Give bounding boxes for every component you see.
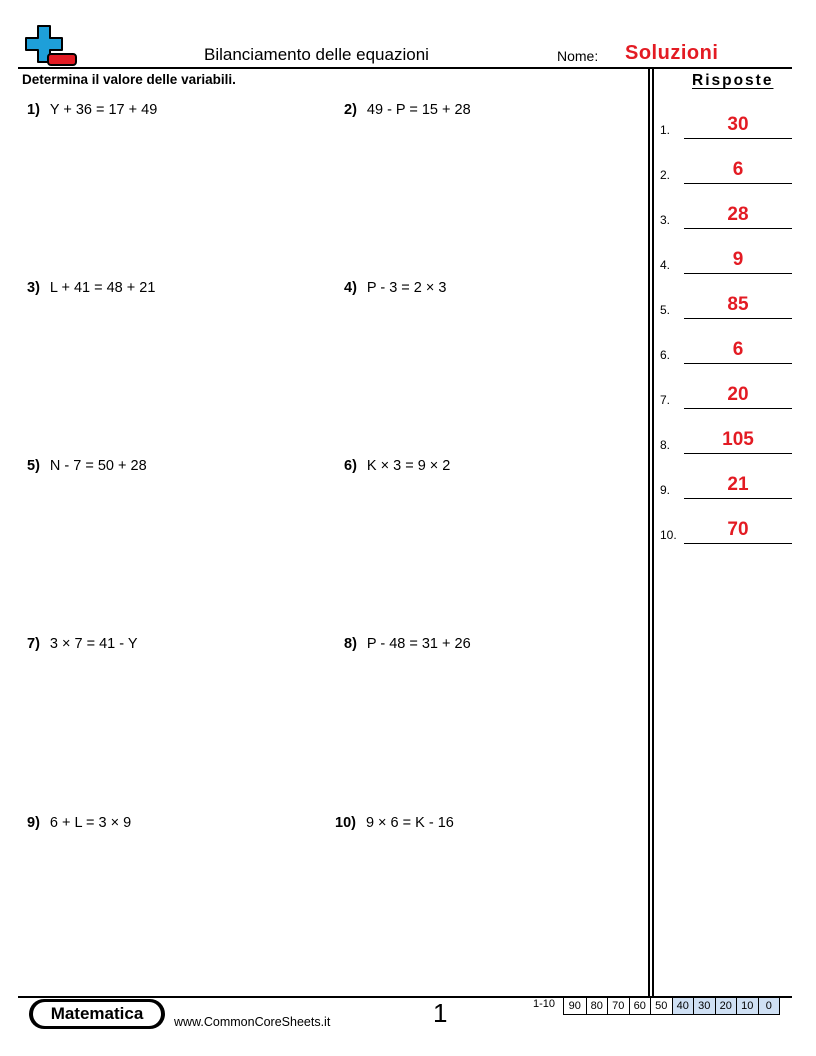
answer-column-divider [648,69,650,996]
problem-number: 3) [27,280,40,296]
answer-row-5 [660,289,792,319]
problem-equation: 3 × 7 = 41 - Y [49,636,138,652]
answer-row-4 [660,244,792,274]
score-cell: 60 [629,998,651,1014]
problem-number: 5) [27,458,40,474]
answer-row-10 [660,514,792,544]
answer-line [684,408,792,409]
answer-column-divider [652,69,654,996]
score-range-label: 1-10 [533,998,556,1010]
score-cell: 10 [736,998,758,1014]
problem-7 [27,636,138,652]
answer-row-6 [660,334,792,364]
problem-number: 8) [344,636,357,652]
name-value: Soluzioni [625,42,719,64]
answer-number: 10. [660,528,677,542]
brand-text: Matematica [50,1004,144,1023]
instructions: Determina il valore delle variabili. [22,72,236,87]
problem-3 [27,280,155,296]
answer-line [684,363,792,364]
problem-equation: Y + 36 = 17 + 49 [49,102,158,118]
answer-row-8 [660,424,792,454]
problem-equation: P - 48 = 31 + 26 [366,636,471,652]
score-cell: 30 [693,998,715,1014]
problem-number: 2) [344,102,357,118]
problem-equation: K × 3 = 9 × 2 [366,458,451,474]
score-cell: 20 [715,998,737,1014]
problem-8 [344,636,471,652]
problem-number: 6) [344,458,357,474]
problem-number: 10) [335,815,356,831]
answer-number: 2. [660,168,671,182]
header-divider [18,67,792,69]
site-url: www.CommonCoreSheets.it [174,1015,331,1029]
answer-value: 28 [727,204,749,225]
problem-10 [335,815,454,831]
answer-row-2 [660,154,792,184]
answers-title: Risposte [692,72,774,89]
answer-line [684,228,792,229]
answer-number: 3. [660,213,671,227]
score-table [563,997,780,1015]
answer-line [684,453,792,454]
problem-6 [344,458,450,474]
answer-value: 6 [732,339,744,360]
answer-line [684,498,792,499]
answer-row-1 [660,109,792,139]
answer-value: 21 [727,474,749,495]
score-cell: 50 [650,998,672,1014]
answer-value: 30 [727,114,749,135]
problem-2 [344,102,471,118]
answer-line [684,138,792,139]
answer-number: 6. [660,348,671,362]
answer-number: 1. [660,123,671,137]
answer-line [684,183,792,184]
answer-value: 6 [732,159,744,180]
problem-number: 7) [27,636,40,652]
answer-row-7 [660,379,792,409]
answer-number: 4. [660,258,671,272]
answer-number: 7. [660,393,671,407]
name-label: Nome: [557,48,599,64]
answer-value: 20 [727,384,749,405]
problem-equation: 49 - P = 15 + 28 [366,102,471,118]
answer-number: 5. [660,303,671,317]
answer-value: 9 [732,249,744,270]
answer-value: 105 [722,429,754,450]
plus-minus-logo-icon [22,24,78,68]
problem-equation: P - 3 = 2 × 3 [366,280,447,296]
problem-9 [27,815,131,831]
problem-number: 9) [27,815,40,831]
answer-row-9 [660,469,792,499]
problem-equation: 6 + L = 3 × 9 [49,815,132,831]
answer-line [684,318,792,319]
answer-number: 9. [660,483,671,497]
problem-equation: 9 × 6 = K - 16 [365,815,454,831]
score-cell: 90 [568,1000,581,1012]
problem-number: 1) [27,102,40,118]
answer-line [684,543,792,544]
answer-line [684,273,792,274]
score-cell: 0 [758,998,780,1014]
problem-equation: L + 41 = 48 + 21 [49,280,156,296]
score-cell: 40 [672,998,694,1014]
answer-value: 85 [727,294,749,315]
problem-5 [27,458,147,474]
problem-number: 4) [344,280,357,296]
problem-equation: N - 7 = 50 + 28 [49,458,147,474]
answer-number: 8. [660,438,671,452]
score-cell: 70 [607,998,629,1014]
problem-1 [27,102,157,118]
page-title: Bilanciamento delle equazioni [204,45,429,64]
page-number: 1 [433,998,448,1028]
answer-row-3 [660,199,792,229]
problem-4 [344,280,446,296]
answer-value: 70 [727,519,749,540]
score-cell: 80 [586,998,608,1014]
